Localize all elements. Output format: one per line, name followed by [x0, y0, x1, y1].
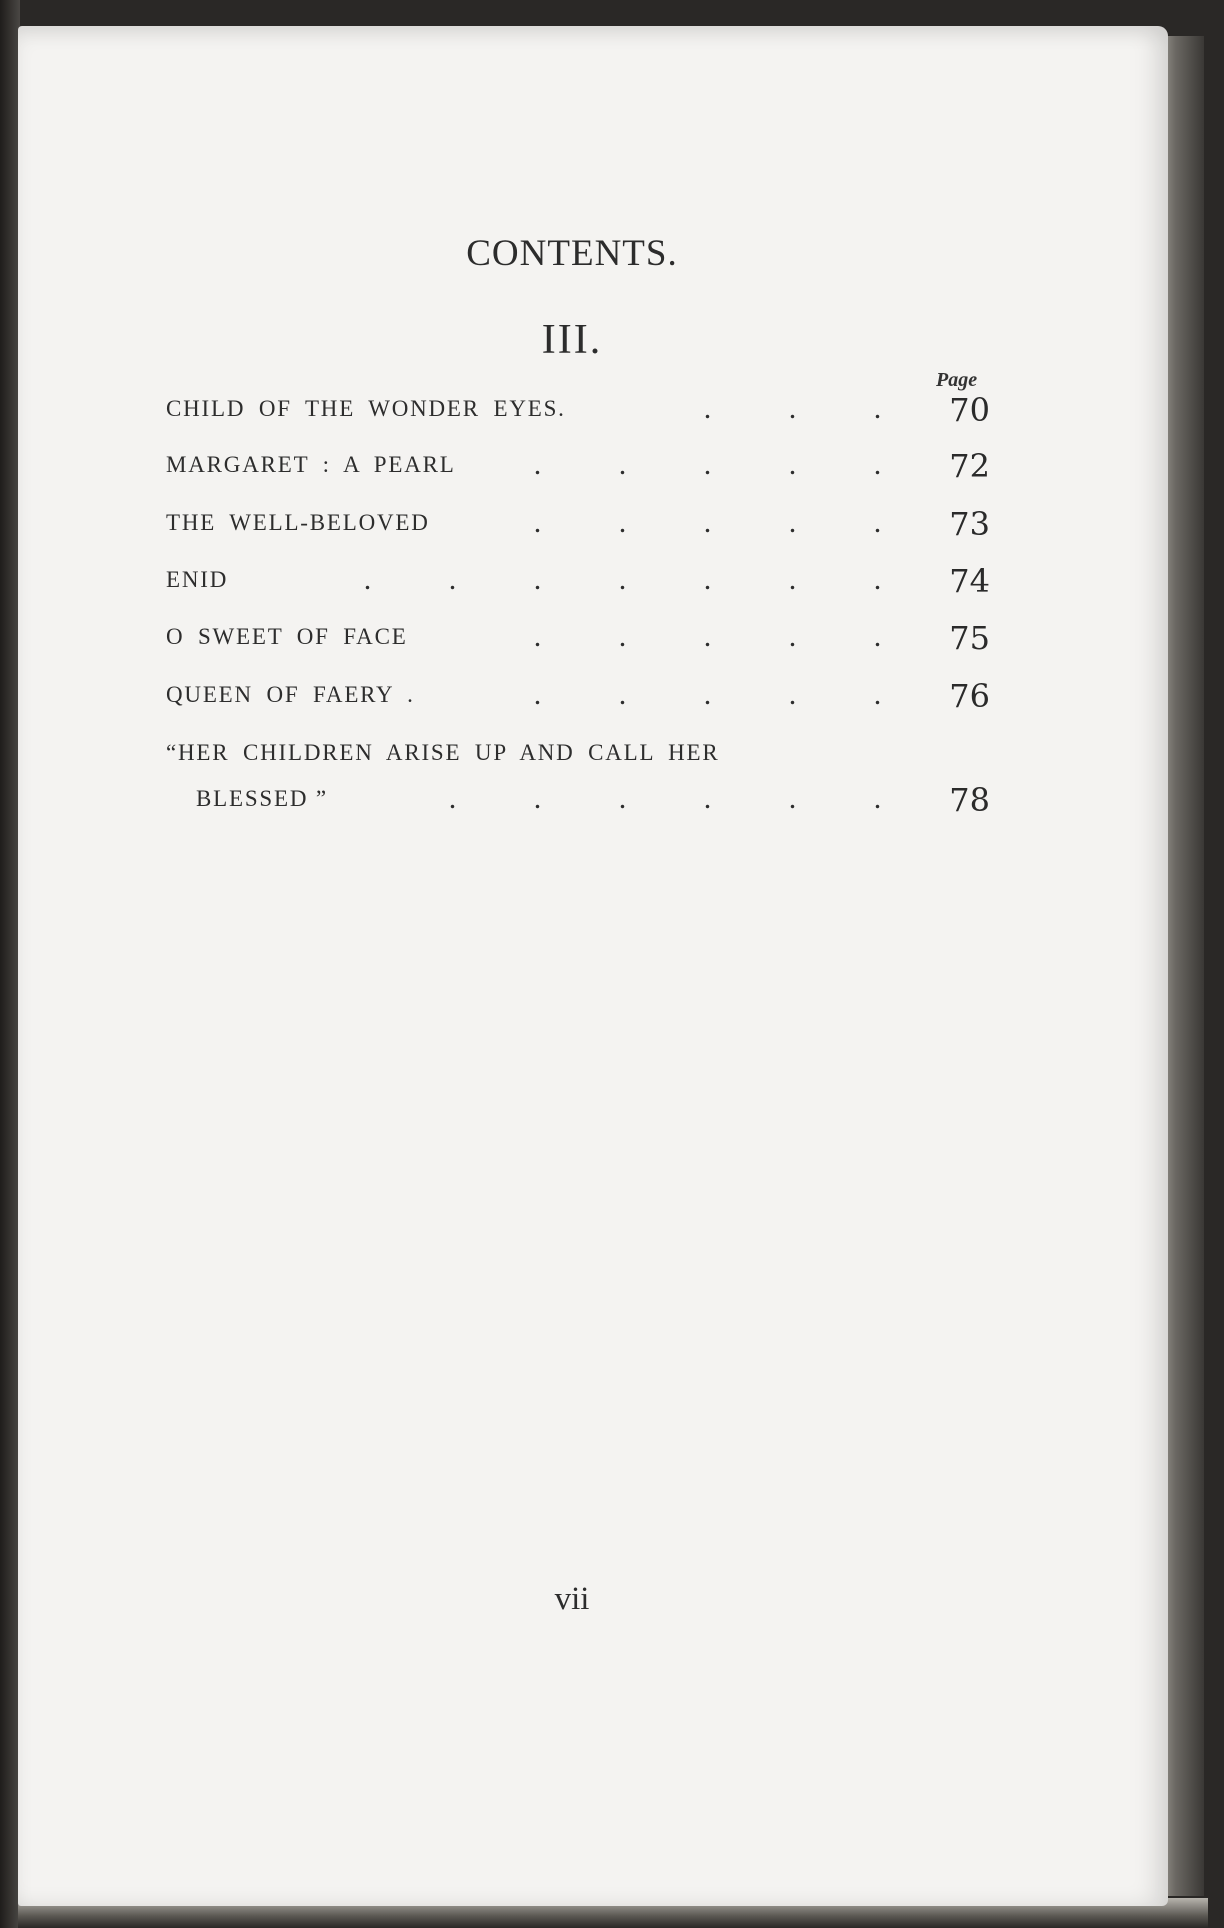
toc-entry-page: 76 [949, 677, 990, 715]
book-page [18, 26, 1168, 1906]
toc-entry-title: MARGARET : A PEARL [166, 452, 456, 477]
section-number: III. [541, 317, 603, 363]
leader-dots: . . . [703, 392, 882, 425]
leader-dots: . . . . . [533, 678, 882, 711]
toc-entry-page: 72 [949, 447, 990, 485]
toc-entry-title: ENID [166, 567, 229, 592]
toc-entry-page: 73 [949, 505, 990, 543]
toc-entry[interactable] [166, 677, 998, 732]
toc-entry-page: 74 [949, 562, 990, 600]
toc-entry[interactable] [166, 447, 998, 502]
leader-dots: . . . . . . [448, 782, 882, 815]
toc-entry-page: 78 [949, 781, 990, 819]
leader-dots: . . . . . [533, 506, 882, 539]
leader-dots: . . . . . [533, 448, 882, 481]
toc-entry[interactable] [166, 505, 998, 560]
toc-entry-page: 75 [949, 619, 990, 657]
toc-entry-page: 70 [949, 391, 990, 429]
toc-entry[interactable] [166, 562, 998, 617]
leader-dots: . . . . . . . [363, 563, 882, 596]
toc-entry-title: O SWEET OF FACE [166, 624, 408, 649]
toc-entry[interactable] [166, 740, 998, 836]
toc-entry-title-continuation: BLESSED ” [196, 786, 328, 811]
page-column-label: Page [936, 369, 978, 391]
toc-entry-title: QUEEN OF FAERY . [166, 682, 415, 707]
toc-entry-title: “HER CHILDREN ARISE UP AND CALL HER [166, 740, 720, 765]
page-title: CONTENTS. [466, 233, 678, 274]
toc-entry[interactable] [166, 391, 998, 446]
leader-dots: . . . . . [533, 620, 882, 653]
book-spine-shadow [0, 0, 20, 1928]
toc-entry-title: CHILD OF THE WONDER EYES. [166, 396, 566, 421]
toc-entry-title: THE WELL-BELOVED [166, 510, 430, 535]
page-folio-number: vii [554, 1581, 590, 1617]
toc-entry[interactable] [166, 619, 998, 674]
